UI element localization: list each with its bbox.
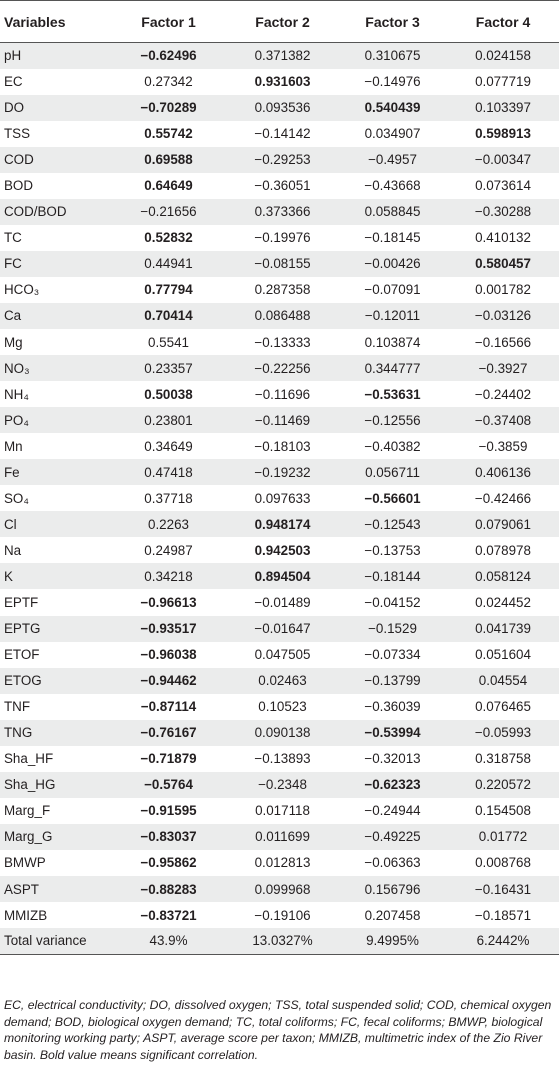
factor-4-cell: 0.001782	[475, 282, 531, 298]
header-factor-4: Factor 4	[447, 1, 559, 43]
variable-cell: TNF	[4, 699, 31, 715]
factor-3-cell: −0.53994	[364, 725, 421, 741]
variable-cell: TC	[4, 230, 22, 246]
factor-1-cell: 0.5541	[148, 334, 189, 350]
factor-4-cell: 0.01772	[478, 829, 528, 845]
factor-4-cell: −0.24402	[474, 386, 532, 402]
factor-1-cell: 0.70414	[144, 308, 193, 324]
factor-2-cell: 0.894504	[254, 568, 311, 584]
factor-1-cell: −0.93517	[140, 621, 197, 637]
table-row	[0, 850, 559, 876]
table-row	[0, 225, 559, 251]
factor-1-cell: −0.95862	[140, 855, 197, 871]
factor-3-cell: 0.103874	[364, 334, 421, 350]
variable-cell: Marg_G	[4, 829, 53, 845]
variable-cell: BMWP	[4, 855, 46, 871]
factor-3-cell: −0.1529	[368, 621, 417, 637]
factor-4-cell: 0.598913	[475, 126, 531, 142]
factor-3-cell: −0.36039	[364, 699, 421, 715]
factor-4-cell: −0.30288	[474, 204, 532, 220]
table-row	[0, 720, 559, 746]
factor-3-cell: −0.32013	[364, 751, 421, 767]
variable-cell: Sha_HG	[4, 777, 56, 793]
factor-1-cell: −0.87114	[140, 699, 197, 715]
table-row	[0, 355, 559, 381]
variable-cell: PO₄	[4, 412, 29, 428]
table-row	[0, 485, 559, 511]
factor-2-cell: −0.14142	[254, 126, 311, 142]
factor-1-cell: 0.37718	[144, 490, 193, 506]
header-factor-2: Factor 2	[227, 1, 338, 43]
header-factor-3: Factor 3	[338, 1, 447, 43]
factor-2-cell: 0.02463	[258, 673, 307, 689]
factor-2-cell: 0.942503	[254, 542, 311, 558]
factor-3-cell: 0.207458	[364, 907, 421, 923]
factor-2-cell: −0.01647	[254, 621, 311, 637]
variable-cell: Na	[4, 542, 22, 558]
factor-3-cell: −0.49225	[364, 829, 421, 845]
factor-3-cell: −0.24944	[364, 803, 421, 819]
table-row	[0, 511, 559, 537]
factor-4-cell: −0.16431	[474, 881, 532, 897]
factor-1-cell: 0.24987	[144, 542, 193, 558]
factor-1-cell: 0.27342	[144, 74, 193, 90]
factor-2-cell: −0.13333	[254, 334, 311, 350]
table-row	[0, 381, 559, 407]
factor-1-cell: 0.50038	[144, 386, 193, 402]
factor-1-cell: 0.69588	[144, 152, 193, 168]
variable-cell: NO₃	[4, 360, 30, 376]
factor-3-cell: −0.07334	[364, 647, 421, 663]
factor-2-cell: −0.19976	[254, 230, 311, 246]
variable-cell: COD	[4, 152, 34, 168]
factor-4-cell: −0.3859	[478, 438, 528, 454]
factor-2-cell: 0.373366	[254, 204, 311, 220]
table-row	[0, 251, 559, 277]
factor-4-cell: 0.024158	[475, 48, 531, 64]
factor-2-cell: 0.047505	[254, 647, 311, 663]
table-row	[0, 407, 559, 433]
table-row	[0, 173, 559, 199]
factor-1-cell: −0.71879	[140, 751, 197, 767]
variable-cell: TSS	[4, 126, 31, 142]
factor-1-cell: −0.62496	[140, 48, 197, 64]
factor-2-cell: −0.01489	[254, 595, 311, 610]
factor-2-cell: −0.18103	[254, 438, 311, 454]
table-header	[0, 1, 559, 43]
table-row	[0, 459, 559, 485]
table-row	[0, 824, 559, 850]
variable-cell: Mg	[4, 334, 23, 350]
factor-1-cell: −0.94462	[140, 673, 197, 689]
table-row	[0, 798, 559, 824]
factor-3-cell: −0.56601	[364, 490, 421, 506]
variable-cell: Fe	[4, 464, 20, 480]
variable-cell: K	[4, 568, 13, 584]
variable-cell: SO₄	[4, 490, 29, 506]
table-row	[0, 746, 559, 772]
variable-cell: Sha_HF	[4, 751, 54, 767]
factor-2-cell: 0.10523	[258, 699, 307, 715]
table-row	[0, 928, 559, 954]
factor-2-cell: 0.931603	[254, 74, 311, 90]
table-row	[0, 303, 559, 329]
factor-4-cell: 0.079061	[475, 516, 531, 532]
factor-2-cell: −0.11469	[254, 412, 311, 428]
factor-1-cell: 0.2263	[148, 516, 189, 532]
factor-1-cell: 0.34218	[144, 568, 193, 584]
factor-3-cell: −0.40382	[364, 438, 421, 454]
header-variables: Variables	[0, 1, 110, 43]
table-footnote: EC, electrical conductivity; DO, dissolved oxygen; TSS, total suspended solid; COD, chemical oxygen demand; BOD, biological oxygen demand; TC, total coliforms; FC, fecal coliforms; BMWP, biological monitoring working party; ASPT, average score per taxon; MMIZB, multimetric index of the Zio River basin. Bold value means significant correlation.	[4, 998, 552, 1062]
factor-3-cell: −0.13753	[364, 542, 421, 558]
factor-3-cell: 9.4995%	[366, 933, 419, 949]
factor-3-cell: −0.43668	[364, 178, 421, 194]
variable-cell: EC	[4, 74, 23, 90]
factor-4-cell: −0.05993	[474, 725, 532, 741]
table-row	[0, 668, 559, 694]
factor-3-cell: −0.14976	[364, 74, 421, 90]
factor-3-cell: −0.07091	[364, 282, 421, 298]
factor-4-cell: −0.37408	[474, 412, 532, 428]
factor-4-cell: 0.406136	[475, 464, 531, 480]
table-row	[0, 329, 559, 355]
factor-3-cell: 0.056711	[365, 464, 420, 480]
factor-4-cell: 0.041739	[475, 621, 531, 637]
table-row	[0, 694, 559, 720]
factor-3-cell: 0.058845	[364, 204, 421, 220]
factor-1-cell: −0.96613	[140, 595, 197, 610]
variable-cell: Total variance	[4, 933, 87, 949]
factor-3-cell: −0.18145	[364, 230, 421, 246]
table-body	[0, 43, 559, 955]
factor-1-cell: −0.91595	[140, 803, 197, 819]
factor-1-cell: 43.9%	[149, 933, 188, 949]
factor-3-cell: 0.344777	[364, 360, 421, 376]
variable-cell: ASPT	[4, 881, 39, 897]
factor-1-cell: −0.21656	[140, 204, 197, 220]
factor-3-cell: 0.156796	[364, 881, 421, 897]
factor-4-cell: 0.04554	[478, 673, 528, 689]
factor-4-cell: 0.103397	[475, 100, 531, 116]
factor-4-cell: −0.3927	[478, 360, 528, 376]
header-row	[0, 1, 559, 43]
variable-cell: Ca	[4, 308, 22, 324]
variable-cell: NH₄	[4, 386, 29, 402]
factor-1-cell: −0.96038	[140, 647, 197, 663]
factor-1-cell: 0.34649	[144, 438, 193, 454]
variable-cell: Marg_F	[4, 803, 51, 819]
factor-2-cell: 0.948174	[254, 516, 311, 532]
factor-1-cell: −0.70289	[140, 100, 197, 116]
factor-1-cell: 0.55742	[144, 126, 193, 142]
factor-4-cell: 0.318758	[475, 751, 531, 767]
variable-cell: TNG	[4, 725, 33, 741]
table-row	[0, 876, 559, 902]
factor-3-cell: 0.034907	[364, 126, 421, 142]
variable-cell: Cl	[4, 516, 17, 532]
factor-3-cell: −0.04152	[364, 595, 421, 610]
table-row	[0, 537, 559, 563]
factor-2-cell: −0.22256	[254, 360, 311, 376]
factor-3-cell: −0.12556	[364, 412, 421, 428]
table-row	[0, 199, 559, 225]
factor-4-cell: 0.078978	[475, 542, 531, 558]
factor-3-cell: 0.310675	[364, 48, 421, 64]
factor-3-cell: −0.06363	[364, 855, 421, 871]
factor-3-cell: 0.540439	[364, 100, 421, 116]
factor-4-cell: 0.058124	[475, 568, 531, 584]
table-row	[0, 902, 559, 928]
factor-3-cell: −0.12543	[364, 516, 421, 532]
table-row	[0, 589, 559, 615]
factor-2-cell: 0.011699	[255, 829, 310, 845]
factor-4-cell: 0.076465	[475, 699, 531, 715]
variable-cell: COD/BOD	[4, 204, 67, 220]
factor-4-cell: 0.077719	[475, 74, 531, 90]
factor-1-cell: 0.52832	[144, 230, 193, 246]
factor-1-cell: 0.44941	[144, 256, 193, 272]
factor-4-cell: 0.008768	[475, 855, 531, 871]
variable-cell: ETOF	[4, 647, 40, 663]
factor-2-cell: −0.36051	[254, 178, 311, 194]
factor-4-cell: −0.00347	[474, 152, 532, 168]
factor-1-cell: −0.88283	[140, 881, 197, 897]
factor-4-cell: 0.580457	[475, 256, 531, 272]
factor-2-cell: 0.371382	[254, 48, 311, 64]
table-row	[0, 147, 559, 173]
factor-1-cell: −0.5764	[144, 777, 193, 793]
factor-1-cell: 0.77794	[144, 282, 193, 298]
variable-cell: Mn	[4, 438, 23, 454]
table-row	[0, 95, 559, 121]
factor-2-cell: 0.012813	[254, 855, 311, 871]
factor-2-cell: −0.19106	[254, 907, 311, 923]
variable-cell: EPTG	[4, 621, 41, 637]
table-row	[0, 433, 559, 459]
factor-2-cell: −0.11696	[254, 386, 311, 402]
factor-4-cell: −0.16566	[474, 334, 532, 350]
factor-4-cell: −0.03126	[474, 308, 532, 324]
factor-1-cell: 0.23357	[144, 360, 193, 376]
factor-3-cell: −0.4957	[368, 152, 417, 168]
table-row	[0, 563, 559, 589]
table-row	[0, 277, 559, 303]
variable-cell: EPTF	[4, 595, 39, 610]
header-factor-1: Factor 1	[110, 1, 227, 43]
variable-cell: MMIZB	[4, 907, 48, 923]
variable-cell: ETOG	[4, 673, 42, 689]
table-row	[0, 121, 559, 147]
factor-3-cell: −0.13799	[364, 673, 421, 689]
factor-2-cell: 0.017118	[255, 803, 310, 819]
factor-2-cell: 0.090138	[254, 725, 311, 741]
factor-2-cell: 13.0327%	[252, 933, 313, 949]
factor-4-cell: −0.42466	[474, 490, 532, 506]
factor-1-cell: −0.83721	[140, 907, 197, 923]
table-row	[0, 616, 559, 642]
variable-cell: pH	[4, 48, 22, 64]
factor-4-cell: 0.073614	[475, 178, 531, 194]
factor-2-cell: 0.093536	[254, 100, 311, 116]
factor-4-cell: 0.051604	[475, 647, 531, 663]
variable-cell: HCO₃	[4, 282, 40, 298]
table-row	[0, 43, 559, 69]
factor-4-cell: 6.2442%	[476, 933, 530, 949]
factor-3-cell: −0.12011	[364, 308, 421, 324]
table-row	[0, 69, 559, 95]
factor-1-cell: 0.47418	[144, 464, 193, 480]
factor-2-cell: −0.08155	[254, 256, 311, 272]
factor-4-cell: 0.410132	[475, 230, 531, 246]
factor-3-cell: −0.18144	[364, 568, 421, 584]
factor-1-cell: −0.76167	[140, 725, 197, 741]
factor-2-cell: 0.099968	[254, 881, 311, 897]
factor-2-cell: 0.287358	[254, 282, 311, 298]
variable-cell: FC	[4, 256, 22, 272]
variable-cell: DO	[4, 100, 25, 116]
factor-3-cell: −0.53631	[364, 386, 421, 402]
factor-4-cell: 0.154508	[475, 803, 531, 819]
factor-4-cell: 0.220572	[475, 777, 531, 793]
factor-1-cell: 0.23801	[144, 412, 193, 428]
table-row	[0, 642, 559, 668]
factor-2-cell: −0.19232	[254, 464, 311, 480]
factor-2-cell: 0.097633	[254, 490, 311, 506]
factor-3-cell: −0.62323	[364, 777, 421, 793]
factor-2-cell: 0.086488	[254, 308, 311, 324]
factor-2-cell: −0.29253	[254, 152, 311, 168]
factor-4-cell: 0.024452	[475, 595, 531, 610]
factor-1-cell: 0.64649	[144, 178, 193, 194]
factor-3-cell: −0.00426	[364, 256, 421, 272]
factor-2-cell: −0.2348	[258, 777, 307, 793]
factor-2-cell: −0.13893	[254, 751, 311, 767]
variable-cell: BOD	[4, 178, 34, 194]
factor-1-cell: −0.83037	[140, 829, 197, 845]
factor-4-cell: −0.18571	[474, 907, 532, 923]
table-row	[0, 772, 559, 798]
